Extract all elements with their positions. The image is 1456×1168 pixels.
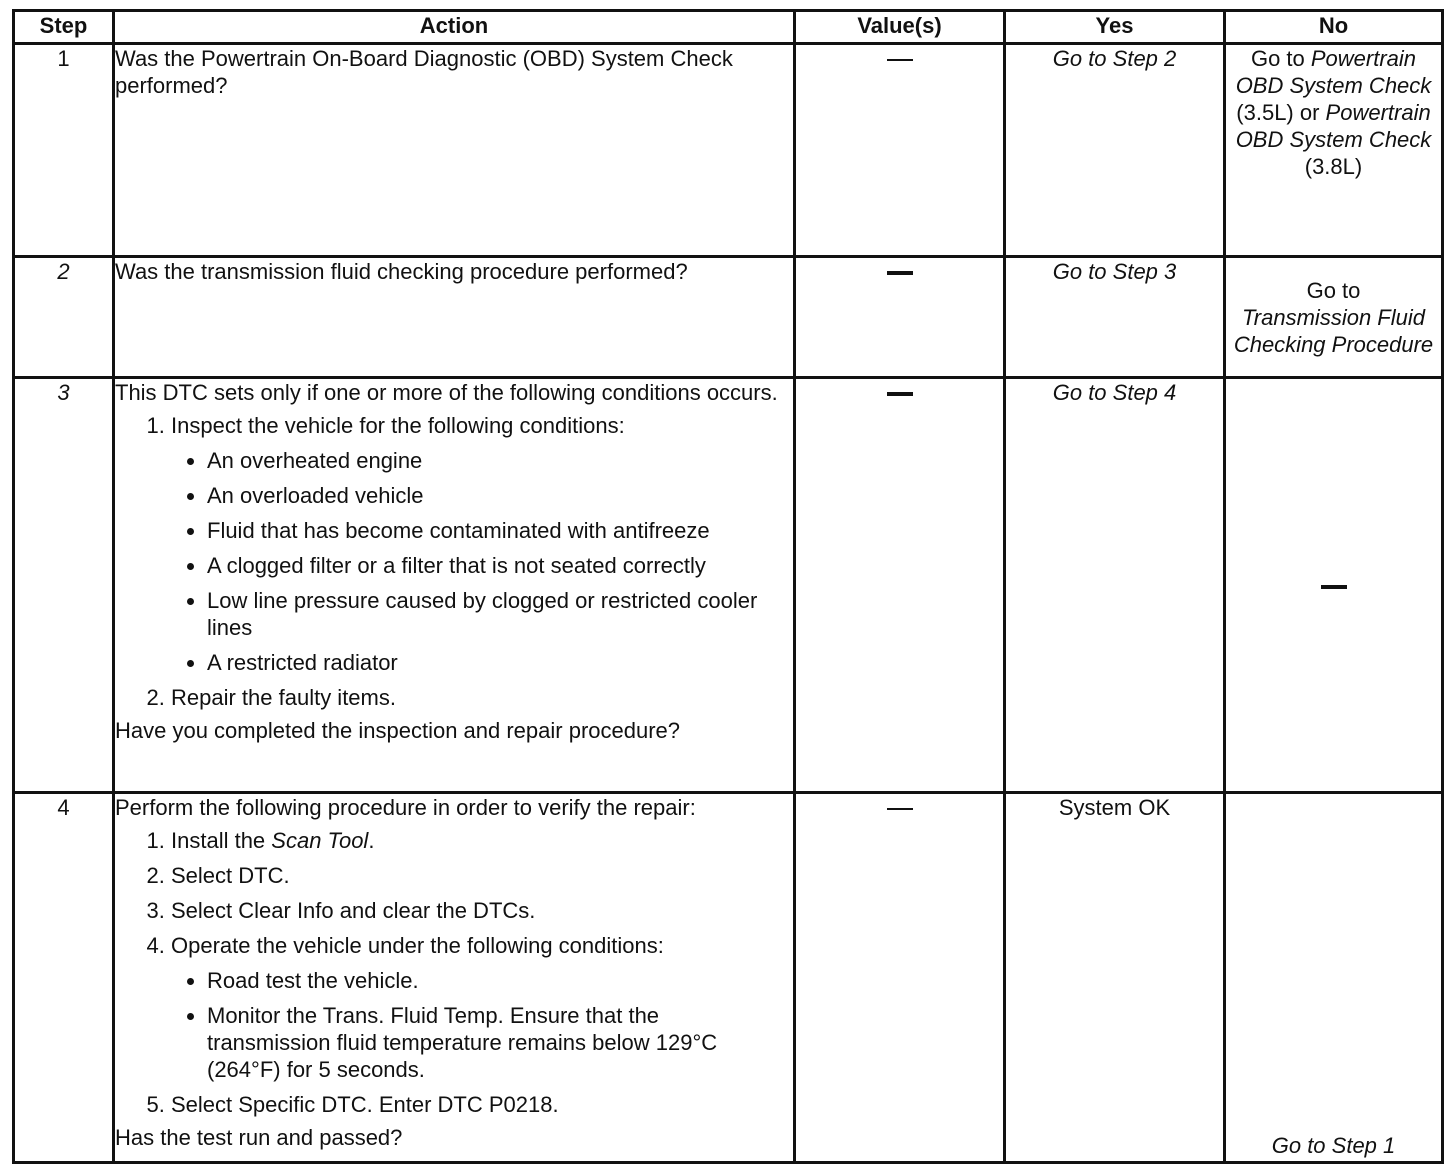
link-obd-check-35: Powertrain OBD System Check	[1235, 46, 1432, 98]
action-cell	[114, 793, 795, 1163]
action-question: Have you completed the inspection and repair procedure?	[115, 718, 681, 743]
action-cell	[114, 378, 795, 793]
list-item: 1. Install the Scan Tool.	[171, 827, 793, 854]
step-number: 1	[14, 44, 114, 257]
action-intro: Perform the following procedure in order to verify the repair:	[115, 795, 696, 820]
procedure-list	[115, 827, 793, 1118]
bullet-list	[171, 967, 793, 1083]
header-yes: Yes	[1005, 11, 1225, 44]
list-item: 2. Repair the faulty items.	[171, 684, 793, 711]
list-item: • A clogged filter or a filter that is not seated correctly	[207, 552, 793, 579]
scan-tool-link: Scan Tool	[271, 828, 369, 853]
link-obd-check-38: Powertrain OBD System Check	[1235, 100, 1432, 152]
table-row	[14, 378, 1443, 793]
list-item: • Monitor the Trans. Fluid Temp. Ensure that the transmission fluid temperature remains below 129°C (264°F) for 5 seconds.	[207, 1002, 793, 1083]
yes-cell: Go to Step 3	[1005, 257, 1225, 378]
action-question: Was the Powertrain On-Board Diagnostic (OBD) System Check performed?	[115, 46, 733, 98]
list-item: • An overheated engine	[207, 447, 793, 474]
value-dash	[887, 59, 913, 61]
no-cell	[1225, 378, 1443, 793]
action-question: Was the transmission fluid checking procedure performed?	[115, 259, 688, 284]
step-number: 3	[14, 378, 114, 793]
list-item: • Fluid that has become contaminated with antifreeze	[207, 517, 793, 544]
header-values: Value(s)	[795, 11, 1005, 44]
list-item: 5. Select Specific DTC. Enter DTC P0218.	[171, 1091, 793, 1118]
list-item: • An overloaded vehicle	[207, 482, 793, 509]
list-item: 3. Select Clear Info and clear the DTCs.	[171, 897, 793, 924]
list-item: • Road test the vehicle.	[207, 967, 793, 994]
action-question: Has the test run and passed?	[115, 1125, 403, 1150]
list-item: 1. Inspect the vehicle for the following conditions: • An overheated engine • An overloaded vehicle • Fluid that has become contaminated with antifreeze • A clogged filter or a filter that is not seated correctly • Low line pressure caused by clogged or restricted cooler lines • A restricted radiator	[171, 412, 793, 676]
action-cell	[114, 44, 795, 257]
action-intro: This DTC sets only if one or more of the following conditions occurs.	[115, 380, 778, 405]
header-no: No	[1225, 11, 1443, 44]
no-dash	[1321, 585, 1347, 589]
list-item: • A restricted radiator	[207, 649, 793, 676]
header-action: Action	[114, 11, 795, 44]
value-dash	[887, 808, 913, 810]
value-cell	[795, 257, 1005, 378]
link-fluid-checking: Transmission Fluid Checking Procedure	[1233, 304, 1434, 357]
no-cell: Go to Step 1	[1225, 793, 1443, 1163]
list-item: 2. Select DTC.	[171, 862, 793, 889]
list-item: • Low line pressure caused by clogged or restricted cooler lines	[207, 587, 793, 641]
yes-cell: Go to Step 4	[1005, 378, 1225, 793]
step-number: 4	[14, 793, 114, 1163]
value-cell	[795, 378, 1005, 793]
value-dash	[887, 392, 913, 396]
step-number: 2	[14, 257, 114, 378]
bullet-list	[171, 447, 793, 676]
header-step: Step	[14, 11, 114, 44]
table-row	[14, 257, 1443, 378]
value-cell	[795, 44, 1005, 257]
yes-cell: System OK	[1005, 793, 1225, 1163]
no-cell: Go to Powertrain OBD System Check (3.5L) or Powertrain OBD System Check (3.8L)	[1225, 44, 1443, 257]
table-row	[14, 793, 1443, 1163]
yes-cell: Go to Step 2	[1005, 44, 1225, 257]
diagnostic-table	[12, 9, 1444, 1164]
table-header-row	[14, 11, 1443, 44]
table-row	[14, 44, 1443, 257]
action-cell	[114, 257, 795, 378]
value-cell	[795, 793, 1005, 1163]
value-dash	[887, 271, 913, 275]
no-cell: Go to Transmission Fluid Checking Procedure	[1225, 257, 1443, 378]
procedure-list	[115, 412, 793, 711]
list-item: 4. Operate the vehicle under the following conditions: • Road test the vehicle. • Monitor the Trans. Fluid Temp. Ensure that the transmission fluid temperature remains below 129°C (264°F) for 5 seconds.	[171, 932, 793, 1083]
